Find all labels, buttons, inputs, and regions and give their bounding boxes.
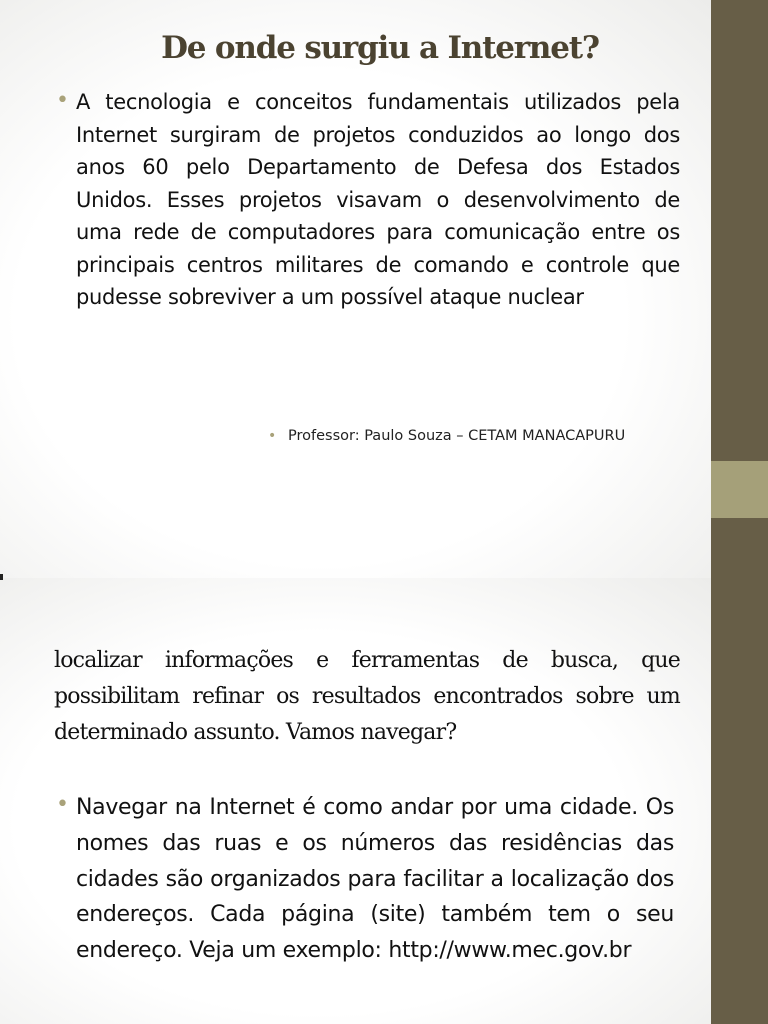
credit-item <box>268 428 688 444</box>
bullet-item <box>54 86 680 314</box>
bullet-icon: • <box>56 88 69 113</box>
slide-divider <box>0 574 3 580</box>
bullet-icon: • <box>56 792 69 817</box>
bullet-item <box>54 790 674 969</box>
credit-text: Professor: Paulo Souza – CETAM MANACAPURU <box>288 428 626 444</box>
slide-title: De onde surgiu a Internet? <box>161 30 599 66</box>
sidebar-accent <box>711 461 768 518</box>
bullet-icon: • <box>268 428 277 444</box>
paragraph-text: localizar informações e ferramentas de busca, que possibilitam refinar os resultados encontrados sobre um determinado assunto. Vamos navegar? <box>54 648 680 745</box>
bullet-text: A tecnologia e conceitos fundamentais utilizados pela Internet surgiram de projetos conduzidos ao longo dos anos 60 pelo Departamento de Defesa dos Estados Unidos. Esses projetos visavam o desenvolvimento de uma rede de computadores para comunicação entre os principais centros militares de comando e controle que pudesse sobreviver a um possível ataque nuclear <box>76 90 680 309</box>
bullet-text: Navegar na Internet é como andar por uma cidade. Os nomes das ruas e os números das residências das cidades são organizados para facilitar a localização dos endereços. Cada página (site) também tem o seu endereço. Veja um exemplo: http://www.mec.gov.br <box>76 795 674 964</box>
